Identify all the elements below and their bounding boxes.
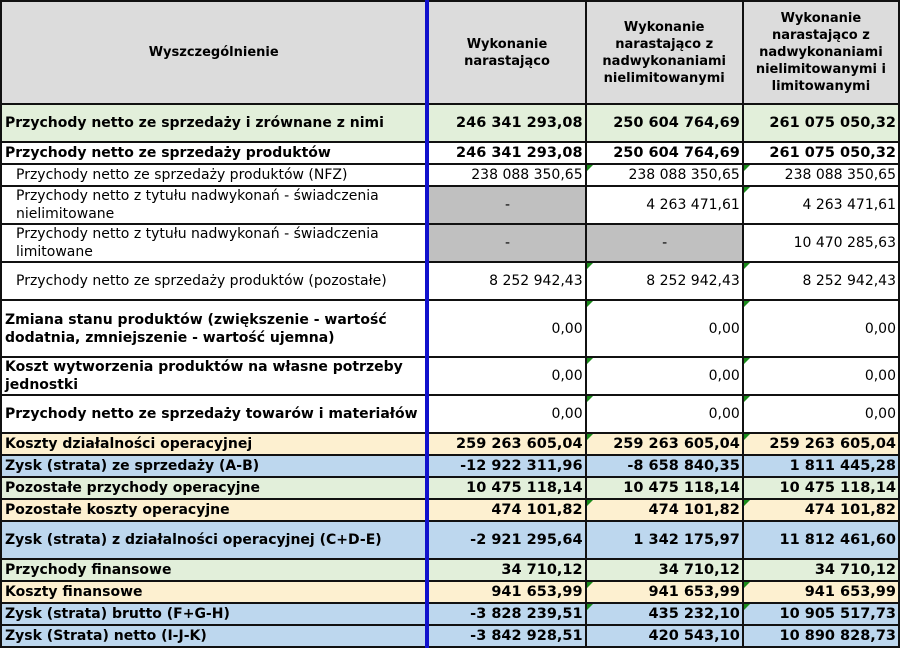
- table-row: [1, 164, 899, 186]
- cell-value[interactable]: 246 341 293,08: [427, 142, 585, 164]
- cell-value[interactable]: 34 710,12: [427, 559, 585, 581]
- cell-value[interactable]: -2 921 295,64: [427, 521, 585, 559]
- row-label: Przychody netto ze sprzedaży towarów i materiałów: [1, 395, 427, 433]
- cell-value[interactable]: 10 890 828,73: [743, 625, 899, 647]
- cell-value[interactable]: 10 475 118,14: [586, 477, 743, 499]
- row-label: Przychody netto z tytułu nadwykonań - świadczenia limitowane: [1, 224, 427, 262]
- cell-value[interactable]: 238 088 350,65: [586, 164, 743, 186]
- cell-value[interactable]: 474 101,82: [586, 499, 743, 521]
- row-label: Zysk (strata) brutto (F+G-H): [1, 603, 427, 625]
- cell-value[interactable]: 10 905 517,73: [743, 603, 899, 625]
- cell-value[interactable]: -3 842 928,51: [427, 625, 585, 647]
- cell-value[interactable]: 941 653,99: [586, 581, 743, 603]
- table-row: [1, 559, 899, 581]
- cell-value[interactable]: 34 710,12: [743, 559, 899, 581]
- cell-value[interactable]: 250 604 764,69: [586, 142, 743, 164]
- cell-value[interactable]: 10 475 118,14: [743, 477, 899, 499]
- cell-value[interactable]: 0,00: [743, 357, 899, 395]
- cell-value[interactable]: 0,00: [586, 300, 743, 357]
- table-row: [1, 433, 899, 455]
- table-row: [1, 142, 899, 164]
- row-label: Zysk (strata) ze sprzedaży (A-B): [1, 455, 427, 477]
- header-row: [1, 1, 899, 104]
- cell-value[interactable]: -12 922 311,96: [427, 455, 585, 477]
- cell-value[interactable]: 8 252 942,43: [427, 262, 585, 300]
- table-row: [1, 499, 899, 521]
- cell-value[interactable]: 474 101,82: [743, 499, 899, 521]
- cell-value[interactable]: 0,00: [427, 395, 585, 433]
- row-label: Zysk (Strata) netto (I-J-K): [1, 625, 427, 647]
- row-label: Zmiana stanu produktów (zwiększenie - wartość dodatnia, zmniejszenie - wartość ujemna): [1, 300, 427, 357]
- cell-value[interactable]: 0,00: [427, 300, 585, 357]
- table-row: [1, 477, 899, 499]
- cell-value[interactable]: 4 263 471,61: [586, 186, 743, 224]
- row-label: Koszty finansowe: [1, 581, 427, 603]
- table-row: [1, 300, 899, 357]
- cell-value[interactable]: 0,00: [586, 395, 743, 433]
- header-cumulative-unlimited: Wykonanie narastająco z nadwykonaniami nielimitowanymi: [586, 1, 743, 104]
- cell-value[interactable]: 420 543,10: [586, 625, 743, 647]
- row-label: Przychody netto z tytułu nadwykonań - świadczenia nielimitowane: [1, 186, 427, 224]
- row-label: Koszty działalności operacyjnej: [1, 433, 427, 455]
- row-label: Przychody netto ze sprzedaży produktów (NFZ): [1, 164, 427, 186]
- cell-value[interactable]: 0,00: [743, 300, 899, 357]
- row-label: Przychody finansowe: [1, 559, 427, 581]
- row-label: Pozostałe przychody operacyjne: [1, 477, 427, 499]
- cell-value[interactable]: 10 475 118,14: [427, 477, 585, 499]
- cell-value[interactable]: 1 811 445,28: [743, 455, 899, 477]
- cell-value[interactable]: 11 812 461,60: [743, 521, 899, 559]
- row-label: Przychody netto ze sprzedaży produktów: [1, 142, 427, 164]
- row-label: Koszt wytworzenia produktów na własne potrzeby jednostki: [1, 357, 427, 395]
- table-row: [1, 395, 899, 433]
- cell-value[interactable]: 238 088 350,65: [743, 164, 899, 186]
- table-row: [1, 603, 899, 625]
- table-row: [1, 521, 899, 559]
- table-row: [1, 357, 899, 395]
- cell-value[interactable]: 238 088 350,65: [427, 164, 585, 186]
- row-label: Przychody netto ze sprzedaży produktów (pozostałe): [1, 262, 427, 300]
- header-description: Wyszczególnienie: [1, 1, 427, 104]
- cell-value[interactable]: 941 653,99: [427, 581, 585, 603]
- cell-value[interactable]: 34 710,12: [586, 559, 743, 581]
- cell-value[interactable]: 250 604 764,69: [586, 104, 743, 142]
- table-row: [1, 625, 899, 647]
- cell-value[interactable]: 0,00: [743, 395, 899, 433]
- row-label: Pozostałe koszty operacyjne: [1, 499, 427, 521]
- cell-value[interactable]: 941 653,99: [743, 581, 899, 603]
- cell-value[interactable]: -8 658 840,35: [586, 455, 743, 477]
- cell-value[interactable]: 8 252 942,43: [586, 262, 743, 300]
- cell-value[interactable]: 259 263 605,04: [427, 433, 585, 455]
- cell-value[interactable]: 10 470 285,63: [743, 224, 899, 262]
- cell-value[interactable]: 261 075 050,32: [743, 142, 899, 164]
- header-cumulative-unlimited-limited: Wykonanie narastająco z nadwykonaniami nielimitowanymi i limitowanymi: [743, 1, 899, 104]
- cell-value[interactable]: -: [427, 224, 585, 262]
- cell-value[interactable]: 435 232,10: [586, 603, 743, 625]
- table-row: [1, 455, 899, 477]
- table-row: [1, 186, 899, 224]
- cell-value[interactable]: 0,00: [427, 357, 585, 395]
- table-row: [1, 581, 899, 603]
- cell-value[interactable]: 0,00: [586, 357, 743, 395]
- cell-value[interactable]: -: [586, 224, 743, 262]
- row-label: Zysk (strata) z działalności operacyjnej (C+D-E): [1, 521, 427, 559]
- row-label: Przychody netto ze sprzedaży i zrównane z nimi: [1, 104, 427, 142]
- cell-value[interactable]: 8 252 942,43: [743, 262, 899, 300]
- cell-value[interactable]: 1 342 175,97: [586, 521, 743, 559]
- header-cumulative: Wykonanie narastająco: [427, 1, 585, 104]
- cell-value[interactable]: 474 101,82: [427, 499, 585, 521]
- table-row: [1, 262, 899, 300]
- table-row: [1, 104, 899, 142]
- cell-value[interactable]: -: [427, 186, 585, 224]
- cell-value[interactable]: 261 075 050,32: [743, 104, 899, 142]
- cell-value[interactable]: 246 341 293,08: [427, 104, 585, 142]
- cell-value[interactable]: -3 828 239,51: [427, 603, 585, 625]
- cell-value[interactable]: 259 263 605,04: [743, 433, 899, 455]
- cell-value[interactable]: 259 263 605,04: [586, 433, 743, 455]
- table-row: [1, 224, 899, 262]
- cell-value[interactable]: 4 263 471,61: [743, 186, 899, 224]
